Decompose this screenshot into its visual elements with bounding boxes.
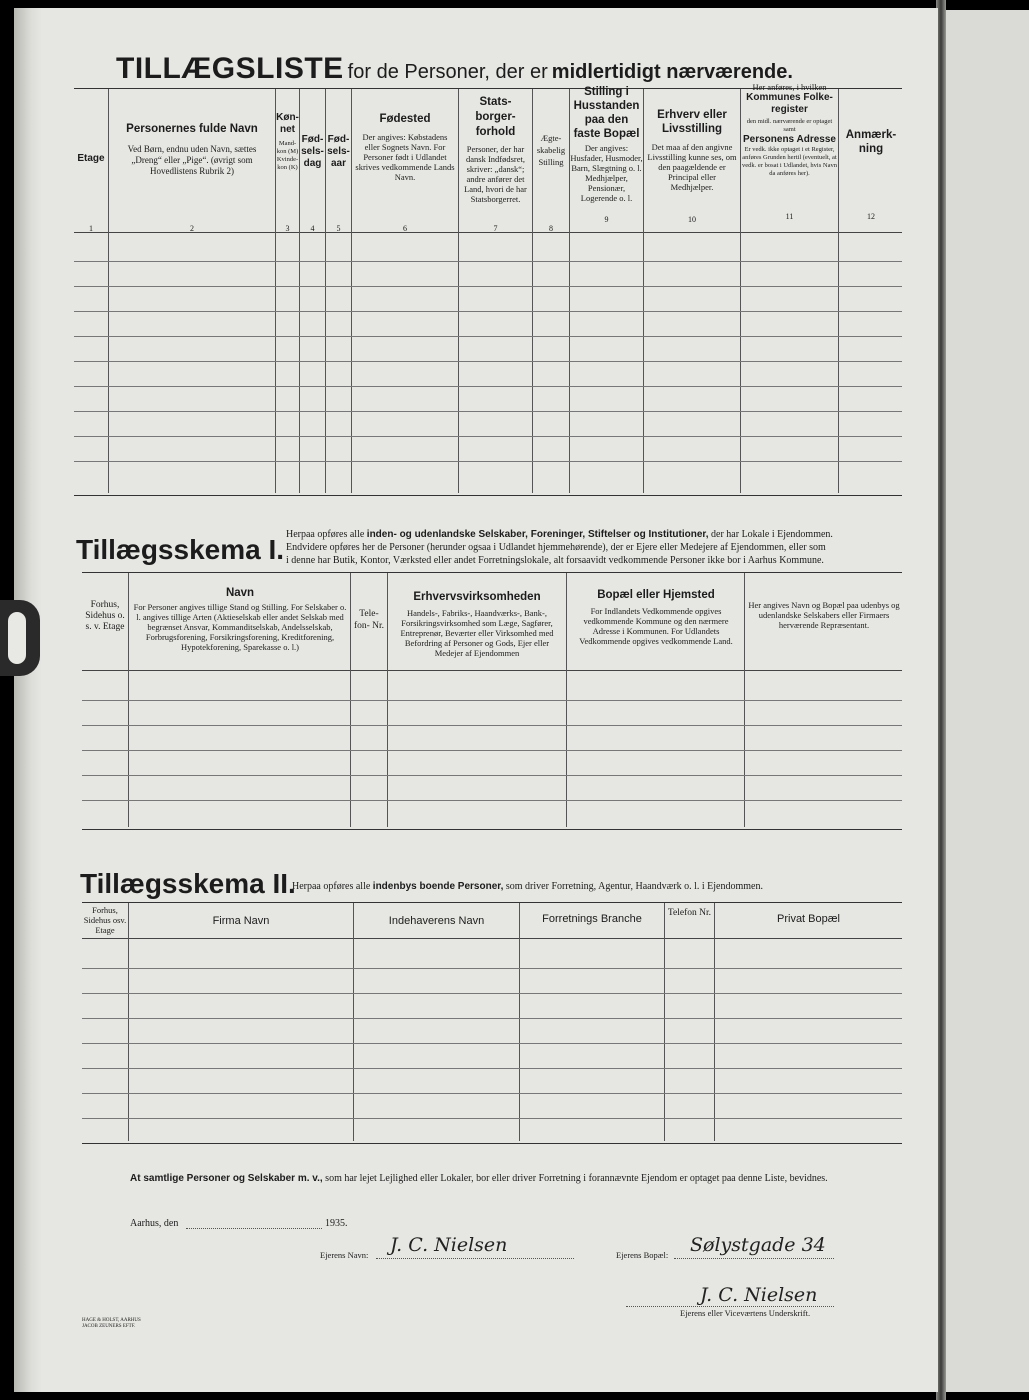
skema2-col-address: Privat Bopæl bbox=[777, 913, 840, 925]
skema1-intro-a: Herpaa opføres alle bbox=[286, 529, 365, 540]
col-7-num: 7 bbox=[493, 224, 498, 233]
adjacent-page bbox=[944, 10, 1029, 1392]
skema2-col-owner: Indehaverens Navn bbox=[388, 915, 485, 927]
col-5-num: 5 bbox=[336, 224, 341, 233]
skema1-col-business-desc: Handels-, Fabriks-, Haandværks-, Bank-, Forsikringsvirksomhed som Læge, Sagfører, Entreprenør, Beværter eller Virksomhed med Befordring af Personer og Gods, Ejer eller Medejer af Ejendommen bbox=[400, 608, 554, 658]
col-register-desc-top: Her anføres, i hvilken bbox=[752, 82, 827, 92]
skema1-col-residence-header bbox=[570, 588, 742, 646]
skema2-intro-a: Herpaa opføres alle bbox=[292, 881, 371, 892]
date-line bbox=[186, 1228, 322, 1229]
col-name-desc: Ved Børn, endnu uden Navn, sættes „Dreng“ eller „Pige“. (øvrigt som Hovedlistens Rubrik 2) bbox=[127, 144, 257, 176]
skema1-intro bbox=[286, 528, 902, 567]
owner-address-label: Ejerens Bopæl: bbox=[616, 1250, 669, 1260]
skema2-col-branch: Forretnings Branche bbox=[542, 913, 642, 925]
col-household-title: Stilling i Husstanden paa den faste Bopæl bbox=[573, 86, 640, 140]
col-11-num: 11 bbox=[785, 212, 794, 221]
skema1-col-representative: Her angives Navn og Bopæl paa udenbys og udenlandske Selskabers eller Firmaers herværende Repræsentant. bbox=[748, 600, 900, 630]
col-12-num: 12 bbox=[867, 212, 875, 221]
col-register-desc: Er vedk. ikke optaget i et Register, anføres Grunden hertil (eventuelt, at vedk. er bosat i Udlandet, hvis Navn da anføres her). bbox=[742, 146, 837, 177]
skema1-intro-b: der har Lokale i Ejendommen. bbox=[711, 529, 833, 540]
skema1-col-name-header bbox=[132, 586, 348, 652]
signature: J. C. Nielsen bbox=[700, 1284, 818, 1306]
signature-label: Ejerens eller Viceværtens Underskrift. bbox=[680, 1308, 811, 1318]
skema1-intro-line3: i denne har Butik, Kontor, Værksted eller andet Forretningslokale, alt forsaavidt vedkommende Personer ikke bor i Aarhus Kommune. bbox=[286, 555, 824, 566]
col-household-header bbox=[570, 85, 643, 203]
col-sex-title: Køn- net bbox=[276, 112, 299, 135]
col-8-num: 8 bbox=[549, 224, 553, 233]
col-occupation-title: Erhverv eller Livsstilling bbox=[657, 109, 727, 135]
col-3-num: 3 bbox=[285, 224, 290, 233]
col-2-num: 2 bbox=[190, 224, 194, 233]
skema1-col-residence-desc: For Indlandets Vedkommende opgives vedkommende Kommune og den nærmere Adresse i Kommunen. For Udlandets Vedkommende opgives vedkommende Land. bbox=[579, 606, 733, 646]
printer-mark: HAGE & HOLST, AARHUS JACOB ZEUNERS EFTF. bbox=[82, 1318, 141, 1329]
skema1-title: Tillægsskema I. bbox=[76, 534, 285, 565]
col-citizenship-desc: Personer, der har dansk Indfødsret, skriver: „dansk“; andre anfører det Land, hvori de har Statsborgerret. bbox=[464, 144, 527, 204]
col-1-num: 1 bbox=[89, 224, 93, 233]
page-edge-shadow bbox=[14, 8, 42, 1392]
skema1-col-business-header bbox=[390, 590, 564, 658]
footer-year: 1935. bbox=[325, 1218, 348, 1229]
signature-line bbox=[626, 1306, 834, 1307]
footer-statement-bold: At samtlige Personer og Selskaber m. v., bbox=[130, 1173, 323, 1184]
skema1-intro-bold: inden- og udenlandske Selskaber, Foreninger, Stiftelser og Institutioner, bbox=[366, 529, 709, 540]
skema2-title: Tillægsskema II. bbox=[80, 868, 296, 899]
col-occupation-header bbox=[646, 108, 738, 192]
col-occupation-desc: Det maa af den angivne Livsstilling kunne ses, om den paagældende er Principal eller Medhjælper. bbox=[647, 142, 737, 192]
col-6-num: 6 bbox=[403, 224, 407, 233]
owner-address-line bbox=[674, 1258, 834, 1259]
skema1-col-etage: Forhus, Sidehus o. s. v. Etage bbox=[85, 600, 125, 632]
col-citizenship-header bbox=[460, 95, 531, 204]
col-register-desc-mid: den midl. nærværende er optaget samt bbox=[746, 118, 833, 133]
col-remarks-title: Anmærk- ning bbox=[845, 129, 897, 155]
skema1-intro-line2: Endvidere opføres her de Personer (herunder ogsaa i Udlandet hjemmehørende), der er Ejere eller Medejere af Ejendommen, eller som bbox=[286, 542, 826, 553]
col-4-num: 4 bbox=[310, 224, 315, 233]
col-name-title: Personernes fulde Navn bbox=[126, 123, 258, 135]
col-10-num: 10 bbox=[688, 215, 696, 224]
col-birthplace-title: Fødested bbox=[379, 113, 431, 125]
col-name-header bbox=[112, 122, 272, 177]
col-9-num: 9 bbox=[604, 215, 609, 224]
col-marital-title: Ægte- skabelig Stilling bbox=[536, 133, 566, 167]
footer-statement-text: som har lejet Lejlighed eller Lokaler, bor eller driver Forretning i forannævnte Ejendom er optaget paa denne Liste, bevidnes. bbox=[325, 1173, 828, 1184]
page-tab-inner bbox=[8, 612, 26, 664]
skema1-col-phone: Tele- fon- Nr. bbox=[353, 609, 385, 631]
col-etage-title: Etage bbox=[77, 153, 105, 164]
col-register-title: Kommunes Folke- register bbox=[746, 92, 833, 115]
col-birthyear-title: Fød- sels- aar bbox=[327, 134, 350, 169]
col-sex-desc: Mand- kon (M) Kvinde- kon (K) bbox=[276, 140, 299, 171]
col-household-desc: Der angives: Husfader, Husmoder, Barn, Slægtning o. l. Medhjælper, Pensionær, Logerende o. l. bbox=[570, 143, 643, 203]
skema1-col-name-title: Navn bbox=[225, 587, 255, 599]
col-sex-header bbox=[276, 112, 299, 172]
skema1-col-name-desc: For Personer angives tillige Stand og Stilling. For Selskaber o. l. angives tillige Arten (Aktieselskab eller andet Selskab med begrænset Ansvar, Kommanditselskab, Andelsselskab, Forbrugsforening, Forsikringsforening, Kreditforening, Hypotekforening, Sparekasse o. l.) bbox=[133, 602, 347, 652]
col-birthplace-desc: Der angives: Købstadens eller Sognets Navn. For Personer født i Udlandet skrives vedkommende Lands Navn. bbox=[355, 132, 455, 182]
skema2-col-firm: Firma Navn bbox=[212, 915, 270, 927]
col-citizenship-title: Stats- borger- forhold bbox=[475, 96, 516, 138]
footer-statement bbox=[130, 1173, 828, 1184]
skema1-col-business-title: Erhvervsvirksomheden bbox=[413, 591, 541, 603]
owner-name-line bbox=[376, 1258, 574, 1259]
skema2-intro-b: som driver Forretning, Agentur, Haandværk o. l. i Ejendommen. bbox=[505, 881, 763, 892]
title-bold: midlertidigt nærværende. bbox=[551, 61, 793, 83]
owner-name-label: Ejerens Navn: bbox=[320, 1250, 369, 1260]
skema1-col-residence-title: Bopæl eller Hjemsted bbox=[597, 589, 715, 601]
main-title bbox=[116, 52, 793, 86]
skema2-intro bbox=[292, 880, 763, 893]
skema2-col-etage: Forhus, Sidehus osv. Etage bbox=[83, 905, 127, 935]
col-register-title2: Personens Adresse bbox=[742, 134, 836, 145]
col-register-header bbox=[742, 82, 837, 178]
skema2-col-phone: Telefon Nr. bbox=[667, 908, 712, 918]
title-strong: TILLÆGSLISTE bbox=[116, 52, 344, 85]
col-birthplace-header bbox=[354, 112, 456, 182]
skema2-intro-bold: indenbys boende Personer, bbox=[372, 881, 504, 892]
owner-name-signature: J. C. Nielsen bbox=[390, 1234, 508, 1256]
owner-address-value: Sølystgade 34 bbox=[690, 1234, 826, 1256]
title-rest: for de Personer, der er bbox=[347, 61, 548, 83]
col-birthday-title: Fød- sels- dag bbox=[301, 134, 324, 169]
footer-place: Aarhus, den bbox=[130, 1218, 179, 1229]
